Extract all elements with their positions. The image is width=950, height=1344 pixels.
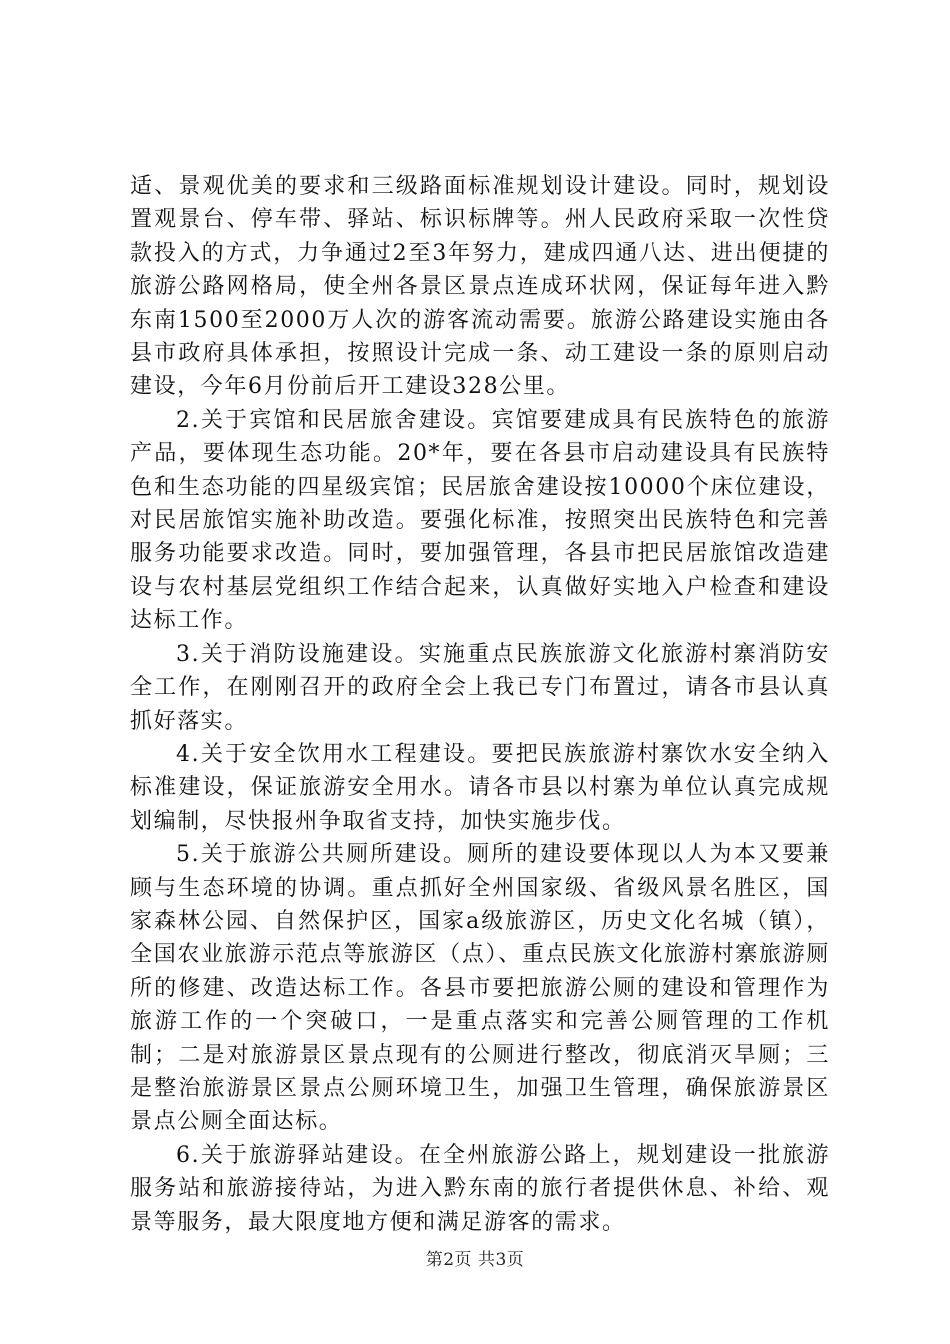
paragraph-item-4: 4.关于安全饮用水工程建设。要把民族旅游村寨饮水安全纳入标准建设，保证旅游安全用水。请各市县以村寨为单位认真完成规划编制，尽快报州争取省支持，加快实施步伐。 bbox=[130, 741, 830, 834]
paragraph-item-6: 6.关于旅游驿站建设。在全州旅游公路上，规划建设一批旅游服务站和旅游接待站，为进入黔东南的旅行者提供休息、补给、观景等服务，最大限度地方便和满足游客的需求。 bbox=[130, 1142, 830, 1235]
document-body bbox=[130, 170, 830, 1239]
paragraph-item-5: 5.关于旅游公共厕所建设。厕所的建设要体现以人为本又要兼顾与生态环境的协调。重点抓好全州国家级、省级风景名胜区，国家森林公园、自然保护区，国家a级旅游区，历史文化名城（镇），全国农业旅游示范点等旅游区（点）、重点民族文化旅游村寨旅游厕所的修建、改造达标工作。各县市要把旅游公厕的建设和管理作为旅游工作的一个突破口，一是重点落实和完善公厕管理的工作机制；二是对旅游景区景点现有的公厕进行整改，彻底消灭旱厕；三是整治旅游景区景点公厕环境卫生，加强卫生管理，确保旅游景区景点公厕全面达标。 bbox=[130, 842, 830, 1135]
page-number-footer: 第2页 共3页 bbox=[425, 1250, 525, 1270]
paragraph-continuation: 适、景观优美的要求和三级路面标准规划设计建设。同时，规划设置观景台、停车带、驿站、标识标牌等。州人民政府采取一次性贷款投入的方式，力争通过2至3年努力，建成四通八达、进出便捷的旅游公路网格局，使全州各景区景点连成环状网，保证每年进入黔东南1500至2000万人次的游客流动需要。旅游公路建设实施由各县市政府具体承担，按照设计完成一条、动工建设一条的原则启动建设，今年6月份前后开工建设328公里。 bbox=[130, 174, 830, 400]
paragraph-item-2: 2.关于宾馆和民居旅舍建设。宾馆要建成具有民族特色的旅游产品，要体现生态功能。20*年，要在各县市启动建设具有民族特色和生态功能的四星级宾馆；民居旅舍建设按10000个床位建设，对民居旅馆实施补助改造。要强化标准，按照突出民族特色和完善服务功能要求改造。同时，要加强管理，各县市把民居旅馆改造建设与农村基层党组织工作结合起来，认真做好实地入户检查和建设达标工作。 bbox=[130, 407, 830, 634]
paragraph-item-3: 3.关于消防设施建设。实施重点民族旅游文化旅游村寨消防安全工作，在刚刚召开的政府全会上我已专门布置过，请各市县认真抓好落实。 bbox=[130, 641, 830, 734]
